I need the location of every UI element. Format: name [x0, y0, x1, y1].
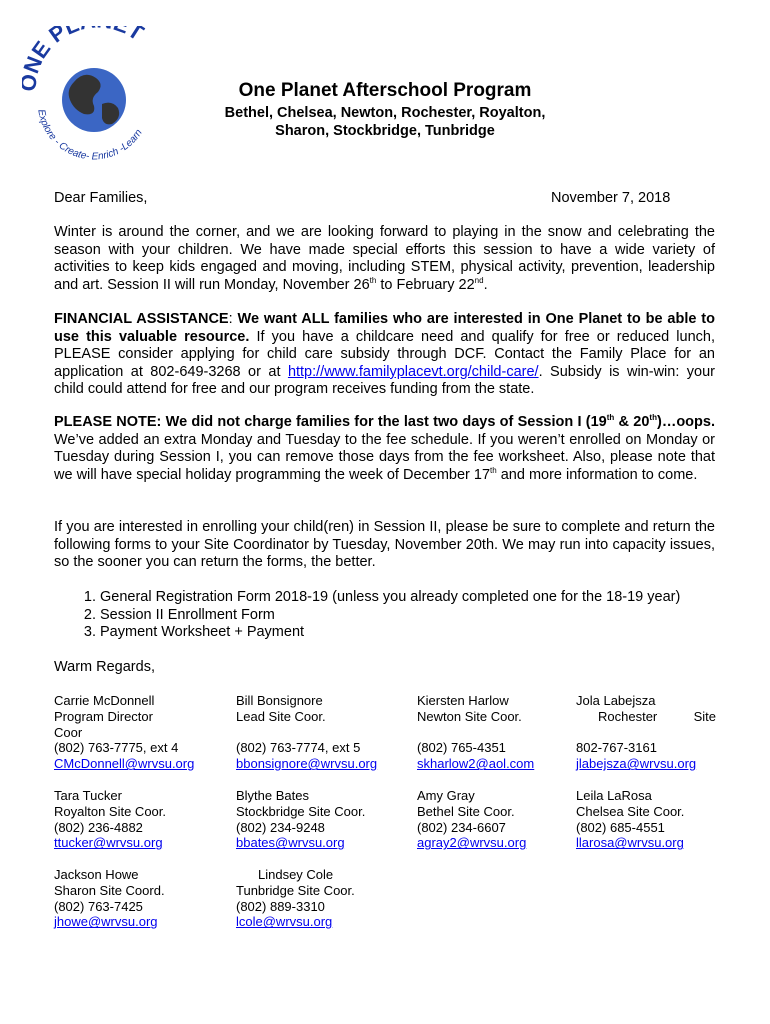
- email-link[interactable]: lcole@wrvsu.org: [236, 914, 333, 930]
- program-towns: Bethel, Chelsea, Newton, Rochester, Royalton, Sharon, Stockbridge, Tunbridge: [224, 105, 546, 139]
- email-link[interactable]: jlabejsza@wrvsu.org: [576, 756, 697, 772]
- logo-tagline: Explore - Create- Enrich -Learn: [35, 108, 145, 160]
- email-link[interactable]: llarosa@wrvsu.org: [576, 835, 684, 851]
- closing: Warm Regards,: [54, 659, 155, 675]
- list-item: 1. General Registration Form 2018-19 (unless you already completed one for the 18-19 year): [100, 589, 680, 607]
- one-planet-logo: [22, 26, 168, 160]
- contact-card: Carrie McDonnell Program Director Coor (802) 763-7775, ext 4 CMcDonnell@wrvsu.org: [54, 693, 195, 772]
- salutation: Dear Families,: [54, 190, 148, 206]
- email-link[interactable]: ttucker@wrvsu.org: [54, 835, 163, 851]
- contact-card: Jola Labejsza Rochester Site 802-767-3161 jlabejsza@wrvsu.org: [576, 693, 716, 772]
- paragraph-enrollment: If you are interested in enrolling your child(ren) in Session II, please be sure to complete and return the following forms to your Site Coordinator by Tuesday, November 20th. We may run into capacity issues, so the sooner you can return the forms, the better.: [54, 519, 715, 571]
- forms-list: [54, 589, 680, 642]
- list-item: 2. Session II Enrollment Form: [100, 607, 680, 625]
- contact-card: Jackson Howe Sharon Site Coord. (802) 763-7425 jhowe@wrvsu.org: [54, 867, 165, 930]
- program-title: One Planet Afterschool Program: [238, 80, 532, 101]
- letter-date: November 7, 2018: [551, 190, 671, 206]
- contact-card: Blythe Bates Stockbridge Site Coor. (802) 234-9248 bbates@wrvsu.org: [236, 788, 366, 851]
- paragraph-intro: Winter is around the corner, and we are looking forward to playing in the snow and celebrating the season with your children. We have made special efforts this session to have a wide variety of activities to keep kids engaged and moving, including STEM, physical activity, prevention, leadership and art. Session II will run Monday, November 26th to February 22nd.: [54, 224, 715, 293]
- paragraph-financial-assistance: FINANCIAL ASSISTANCE: We want ALL families who are interested in One Planet to be able to use this valuable resource. If you have a childcare need and qualify for free or reduced lunch, PLEASE consider applying for child care subsidy through DCF. Contact the Family Place for an application at 802-649-3268 or at http://www.familyplacevt.org/child-care/. Subsidy is win-win: your child could attend for free and our program receives funding from the state.: [54, 311, 716, 398]
- email-link[interactable]: bbonsignore@wrvsu.org: [236, 756, 378, 772]
- contact-card: Amy Gray Bethel Site Coor. (802) 234-6607 agray2@wrvsu.org: [417, 788, 527, 851]
- contact-card: Lindsey Cole Tunbridge Site Coor. (802) 889-3310 lcole@wrvsu.org: [236, 867, 355, 930]
- email-link[interactable]: skharlow2@aol.com: [417, 756, 535, 772]
- paragraph-please-note: PLEASE NOTE: We did not charge families for the last two days of Session I (19th & 20th)…oops. We’ve added an extra Monday and Tuesday to the fee schedule. If you weren’t enrolled on Monday or Tuesday during Session I, you can remove those days from the fee worksheet. Also, please note that we will have special holiday programming the week of December 17th and more information to come.: [54, 413, 715, 483]
- email-link[interactable]: bbates@wrvsu.org: [236, 835, 345, 851]
- email-link[interactable]: jhowe@wrvsu.org: [54, 914, 158, 930]
- email-link[interactable]: CMcDonnell@wrvsu.org: [54, 756, 195, 772]
- contact-card: Kiersten Harlow Newton Site Coor. (802) 765-4351 skharlow2@aol.com: [417, 693, 535, 772]
- contact-card: Tara Tucker Royalton Site Coor. (802) 236-4882 ttucker@wrvsu.org: [54, 788, 167, 851]
- family-place-link[interactable]: http://www.familyplacevt.org/child-care/: [287, 363, 539, 380]
- contact-card: Leila LaRosa Chelsea Site Coor. (802) 685-4551 llarosa@wrvsu.org: [576, 788, 685, 851]
- email-link[interactable]: agray2@wrvsu.org: [417, 835, 527, 851]
- list-item: 3. Payment Worksheet + Payment: [100, 624, 680, 642]
- contact-card: Bill Bonsignore Lead Site Coor. (802) 763-7774, ext 5 bbonsignore@wrvsu.org: [236, 693, 378, 772]
- logo-name: E P T: [26, 26, 149, 63]
